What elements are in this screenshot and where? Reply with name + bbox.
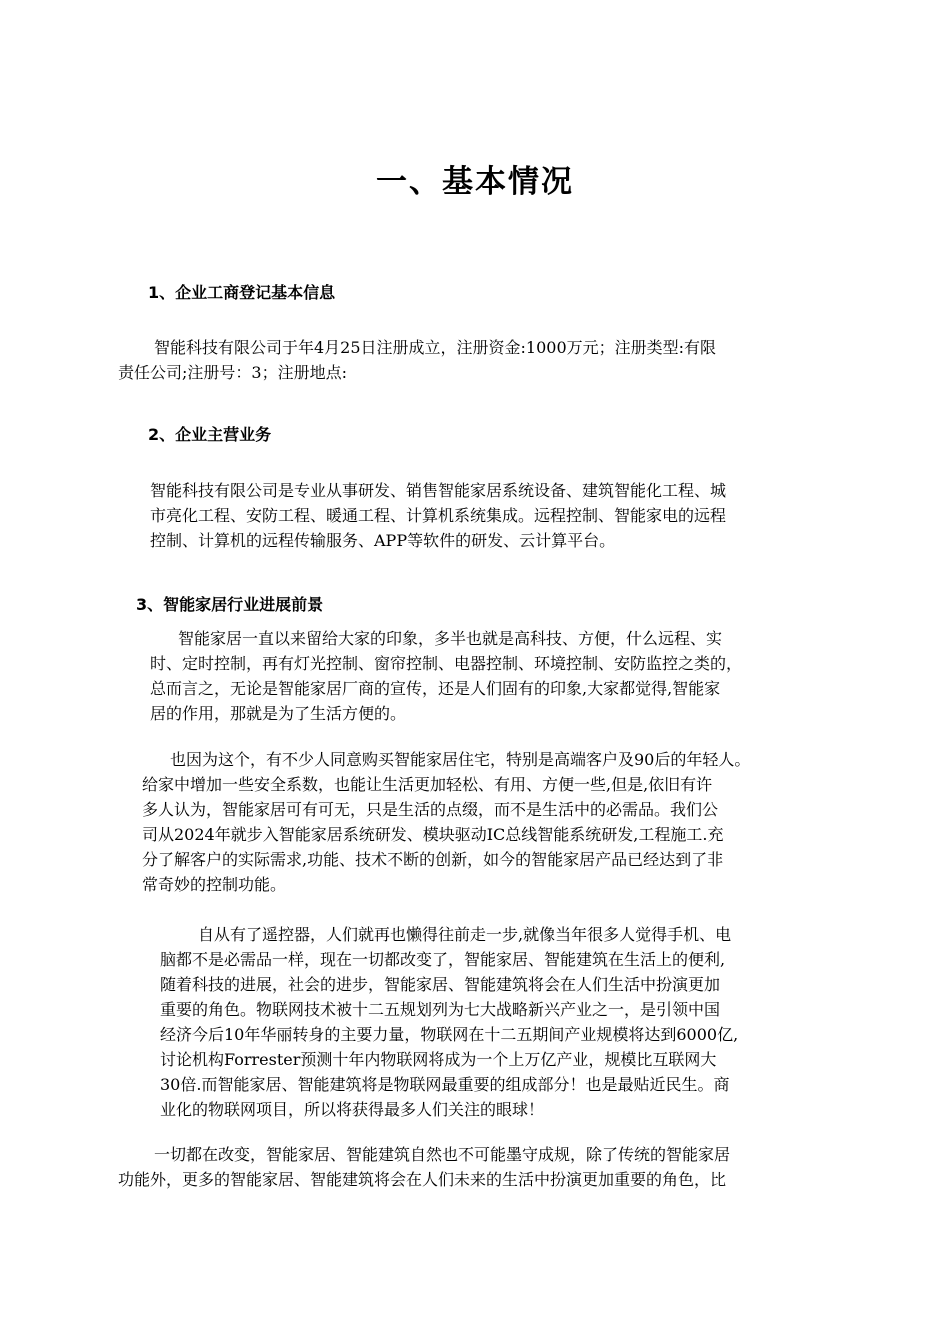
- paragraph: [160, 922, 860, 1122]
- text-line: 给家中增加一些安全系数，也能让生活更加轻松、有用、方便一些,但是,依旧有许: [142, 775, 713, 794]
- text-line: 智能科技有限公司于年4月25日注册成立，注册资金:1000万元；注册类型:有限: [154, 338, 717, 357]
- text-line: 随着科技的进展，社会的进步，智能家居、智能建筑将会在人们生活中扮演更加: [160, 975, 721, 994]
- text-line: 控制、计算机的远程传输服务、APP等软件的研发、云计算平台。: [150, 531, 616, 550]
- section-heading-3: 3、智能家居行业进展前景: [136, 595, 324, 614]
- text-line: 一切都在改变，智能家居、智能建筑自然也不可能墨守成规，除了传统的智能家居: [154, 1145, 731, 1164]
- page-title: 一、基本情况: [376, 164, 574, 200]
- text-line: 常奇妙的控制功能。: [142, 875, 287, 894]
- text-line: 脑都不是必需品一样，现在一切都改变了，智能家居、智能建筑在生活上的便利,: [160, 950, 726, 969]
- paragraph: [118, 335, 848, 385]
- paragraph: [150, 478, 850, 553]
- section-heading-2: 2、企业主营业务: [148, 425, 272, 444]
- paragraph: [150, 626, 850, 726]
- text-line: 居的作用，那就是为了生活方便的。: [150, 704, 407, 723]
- text-line: 多人认为，智能家居可有可无，只是生活的点缀，而不是生活中的必需品。我们公: [142, 800, 719, 819]
- text-line: 智能家居一直以来留给大家的印象，多半也就是高科技、方便，什么远程、实: [178, 629, 723, 648]
- text-line: 经济今后10年华丽转身的主要力量，物联网在十二五期间产业规模将达到6000亿,: [160, 1025, 739, 1044]
- text-line: 智能科技有限公司是专业从事研发、销售智能家居系统设备、建筑智能化工程、城: [150, 481, 727, 500]
- text-line: 自从有了遥控器，人们就再也懒得往前走一步,就像当年很多人觉得手机、电: [198, 925, 732, 944]
- text-line: 也因为这个，有不少人同意购买智能家居住宅，特别是高端客户及90后的年轻人。: [170, 750, 751, 769]
- text-line: 总而言之，无论是智能家居厂商的宣传，还是人们固有的印象,大家都觉得,智能家: [150, 679, 721, 698]
- text-line: 讨论机构Forrester预测十年内物联网将成为一个上万亿产业，规模比互联网大: [160, 1050, 717, 1069]
- text-line: 业化的物联网项目，所以将获得最多人们关注的眼球！: [160, 1100, 545, 1119]
- text-line: 重要的角色。物联网技术被十二五规划列为七大战略新兴产业之一，是引领中国: [160, 1000, 721, 1019]
- paragraph: [118, 1142, 858, 1192]
- text-line: 30倍.而智能家居、智能建筑将是物联网最重要的组成部分！也是最贴近民生。商: [160, 1075, 730, 1094]
- paragraph: [142, 747, 862, 897]
- text-line: 功能外，更多的智能家居、智能建筑将会在人们未来的生活中扮演更加重要的角色，比: [118, 1170, 727, 1189]
- text-line: 责任公司;注册号：3；注册地点:: [118, 363, 347, 382]
- text-line: 市亮化工程、安防工程、暖通工程、计算机系统集成。远程控制、智能家电的远程: [150, 506, 727, 525]
- section-heading-1: 1、企业工商登记基本信息: [148, 283, 336, 302]
- text-line: 司从2024年就步入智能家居系统研发、模块驱动IC总线智能系统研发,工程施工.充: [142, 825, 724, 844]
- text-line: 时、定时控制，再有灯光控制、窗帘控制、电器控制、环境控制、安防监控之类的，: [150, 654, 743, 673]
- text-line: 分了解客户的实际需求,功能、技术不断的创新，如今的智能家居产品已经达到了非: [142, 850, 724, 869]
